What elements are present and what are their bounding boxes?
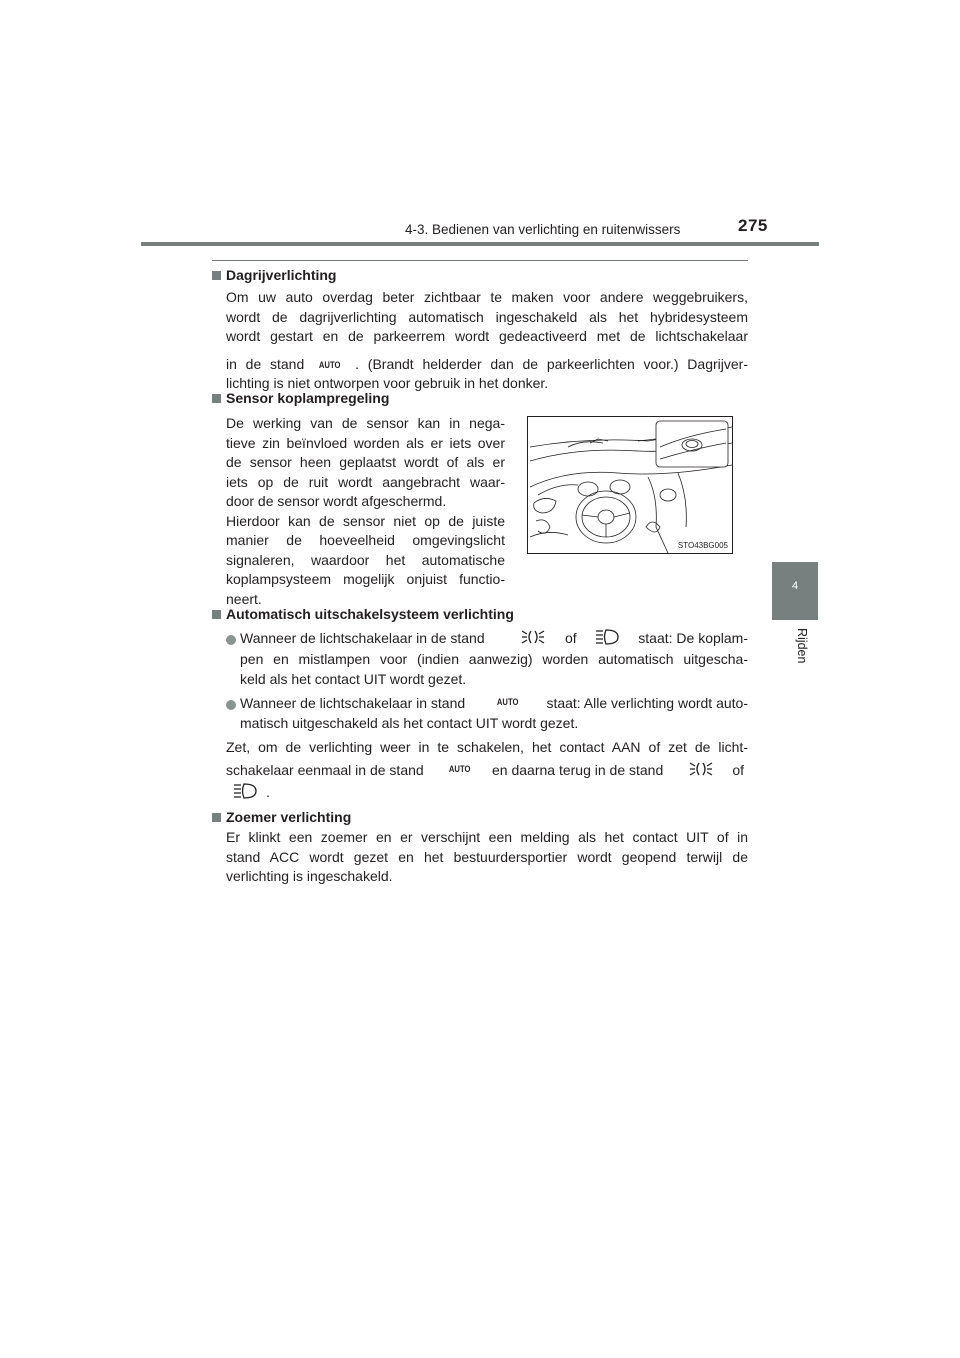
square-bullet-icon: [212, 813, 221, 822]
parking-lights-icon: [688, 759, 714, 782]
note-line-1: Zet, om de verlichting weer in te schakelen, het contact AAN of zet de licht-: [226, 739, 748, 755]
page-number: 275: [738, 216, 768, 235]
figure-code: STO43BG005: [677, 541, 728, 550]
dashboard-drawing: [528, 417, 732, 553]
auto-icon: AUTO: [448, 764, 471, 774]
headlights-icon: [594, 627, 620, 650]
running-header: 4-3. Bedienen van verlichting en ruitenwissers: [405, 222, 681, 237]
bullet-dot: [226, 635, 236, 645]
chapter-number: 4: [791, 580, 799, 592]
heading-sensor-koplampregeling: Sensor koplampregeling: [212, 390, 389, 406]
heading-zoemer-verlichting: Zoemer verlichting: [212, 809, 351, 825]
chapter-label-container: [787, 628, 809, 688]
heading-automatisch-uitschakelsysteem: Automatisch uitschakelsysteem verlichting: [212, 606, 514, 622]
square-bullet-icon: [212, 610, 221, 619]
headlights-icon: [232, 781, 258, 804]
chapter-tab[interactable]: [772, 562, 818, 620]
heading-dagrijverlichting: Dagrijverlichting: [212, 267, 336, 283]
header-rule: [141, 242, 819, 246]
bullet1-continuation: pen en mistlampen voor (indien aanwezig) worden automatisch uitgescha- keld als het contact UIT wordt gezet.: [240, 651, 748, 687]
dashboard-sensor-illustration: [527, 416, 733, 554]
auto-icon: AUTO: [496, 697, 519, 707]
content-rule: [212, 260, 748, 261]
square-bullet-icon: [212, 394, 221, 403]
square-bullet-icon: [212, 271, 221, 280]
chapter-label: Rijden: [795, 628, 809, 664]
bullet2-continuation: matisch uitgeschakeld als het contact UIT wordt gezet.: [240, 715, 579, 731]
paragraph-zoemer: Er klinkt een zoemer en er verschijnt een melding als het contact UIT of in stand ACC wordt gezet en het bestuurdersportier wordt geopend terwijl de verlichting is ingeschakeld.: [226, 829, 748, 884]
paragraph-sensor: De werking van de sensor kan in nega- tieve zin beïnvloed worden als er iets over de sensor heen geplaatst wordt of als er iets op de ruit wordt aangebracht waar- door de sensor wordt afgeschermd. Hierdoor kan de sensor niet op de juiste manier de hoeveelheid omgevingslicht signaleren, waardoor het automatische koplampsysteem mogelijk onjuist functio- neert.: [226, 415, 505, 607]
paragraph-dagrijverlichting: Om uw auto overdag beter zichtbaar te maken voor andere weggebruikers, wordt de dagrijverlichting automatisch ingeschakeld als het hybridesysteem wordt gestart en de parkeerrem wordt gedeactiveerd met de lichtschakelaar in de stand AUTO . (Brandt helderder dan de parkeerlichten voor.) Dagrijver- lichting is niet ontworpen voor gebruik in het donker.: [226, 289, 748, 391]
auto-icon: AUTO: [318, 359, 341, 370]
parking-lights-icon: [520, 627, 546, 650]
drl-line-4: in de stand AUTO . (Brandt helderder dan de parkeerlichten voor.) Dagrijver-: [226, 355, 748, 375]
bullet-dot: [226, 700, 236, 710]
